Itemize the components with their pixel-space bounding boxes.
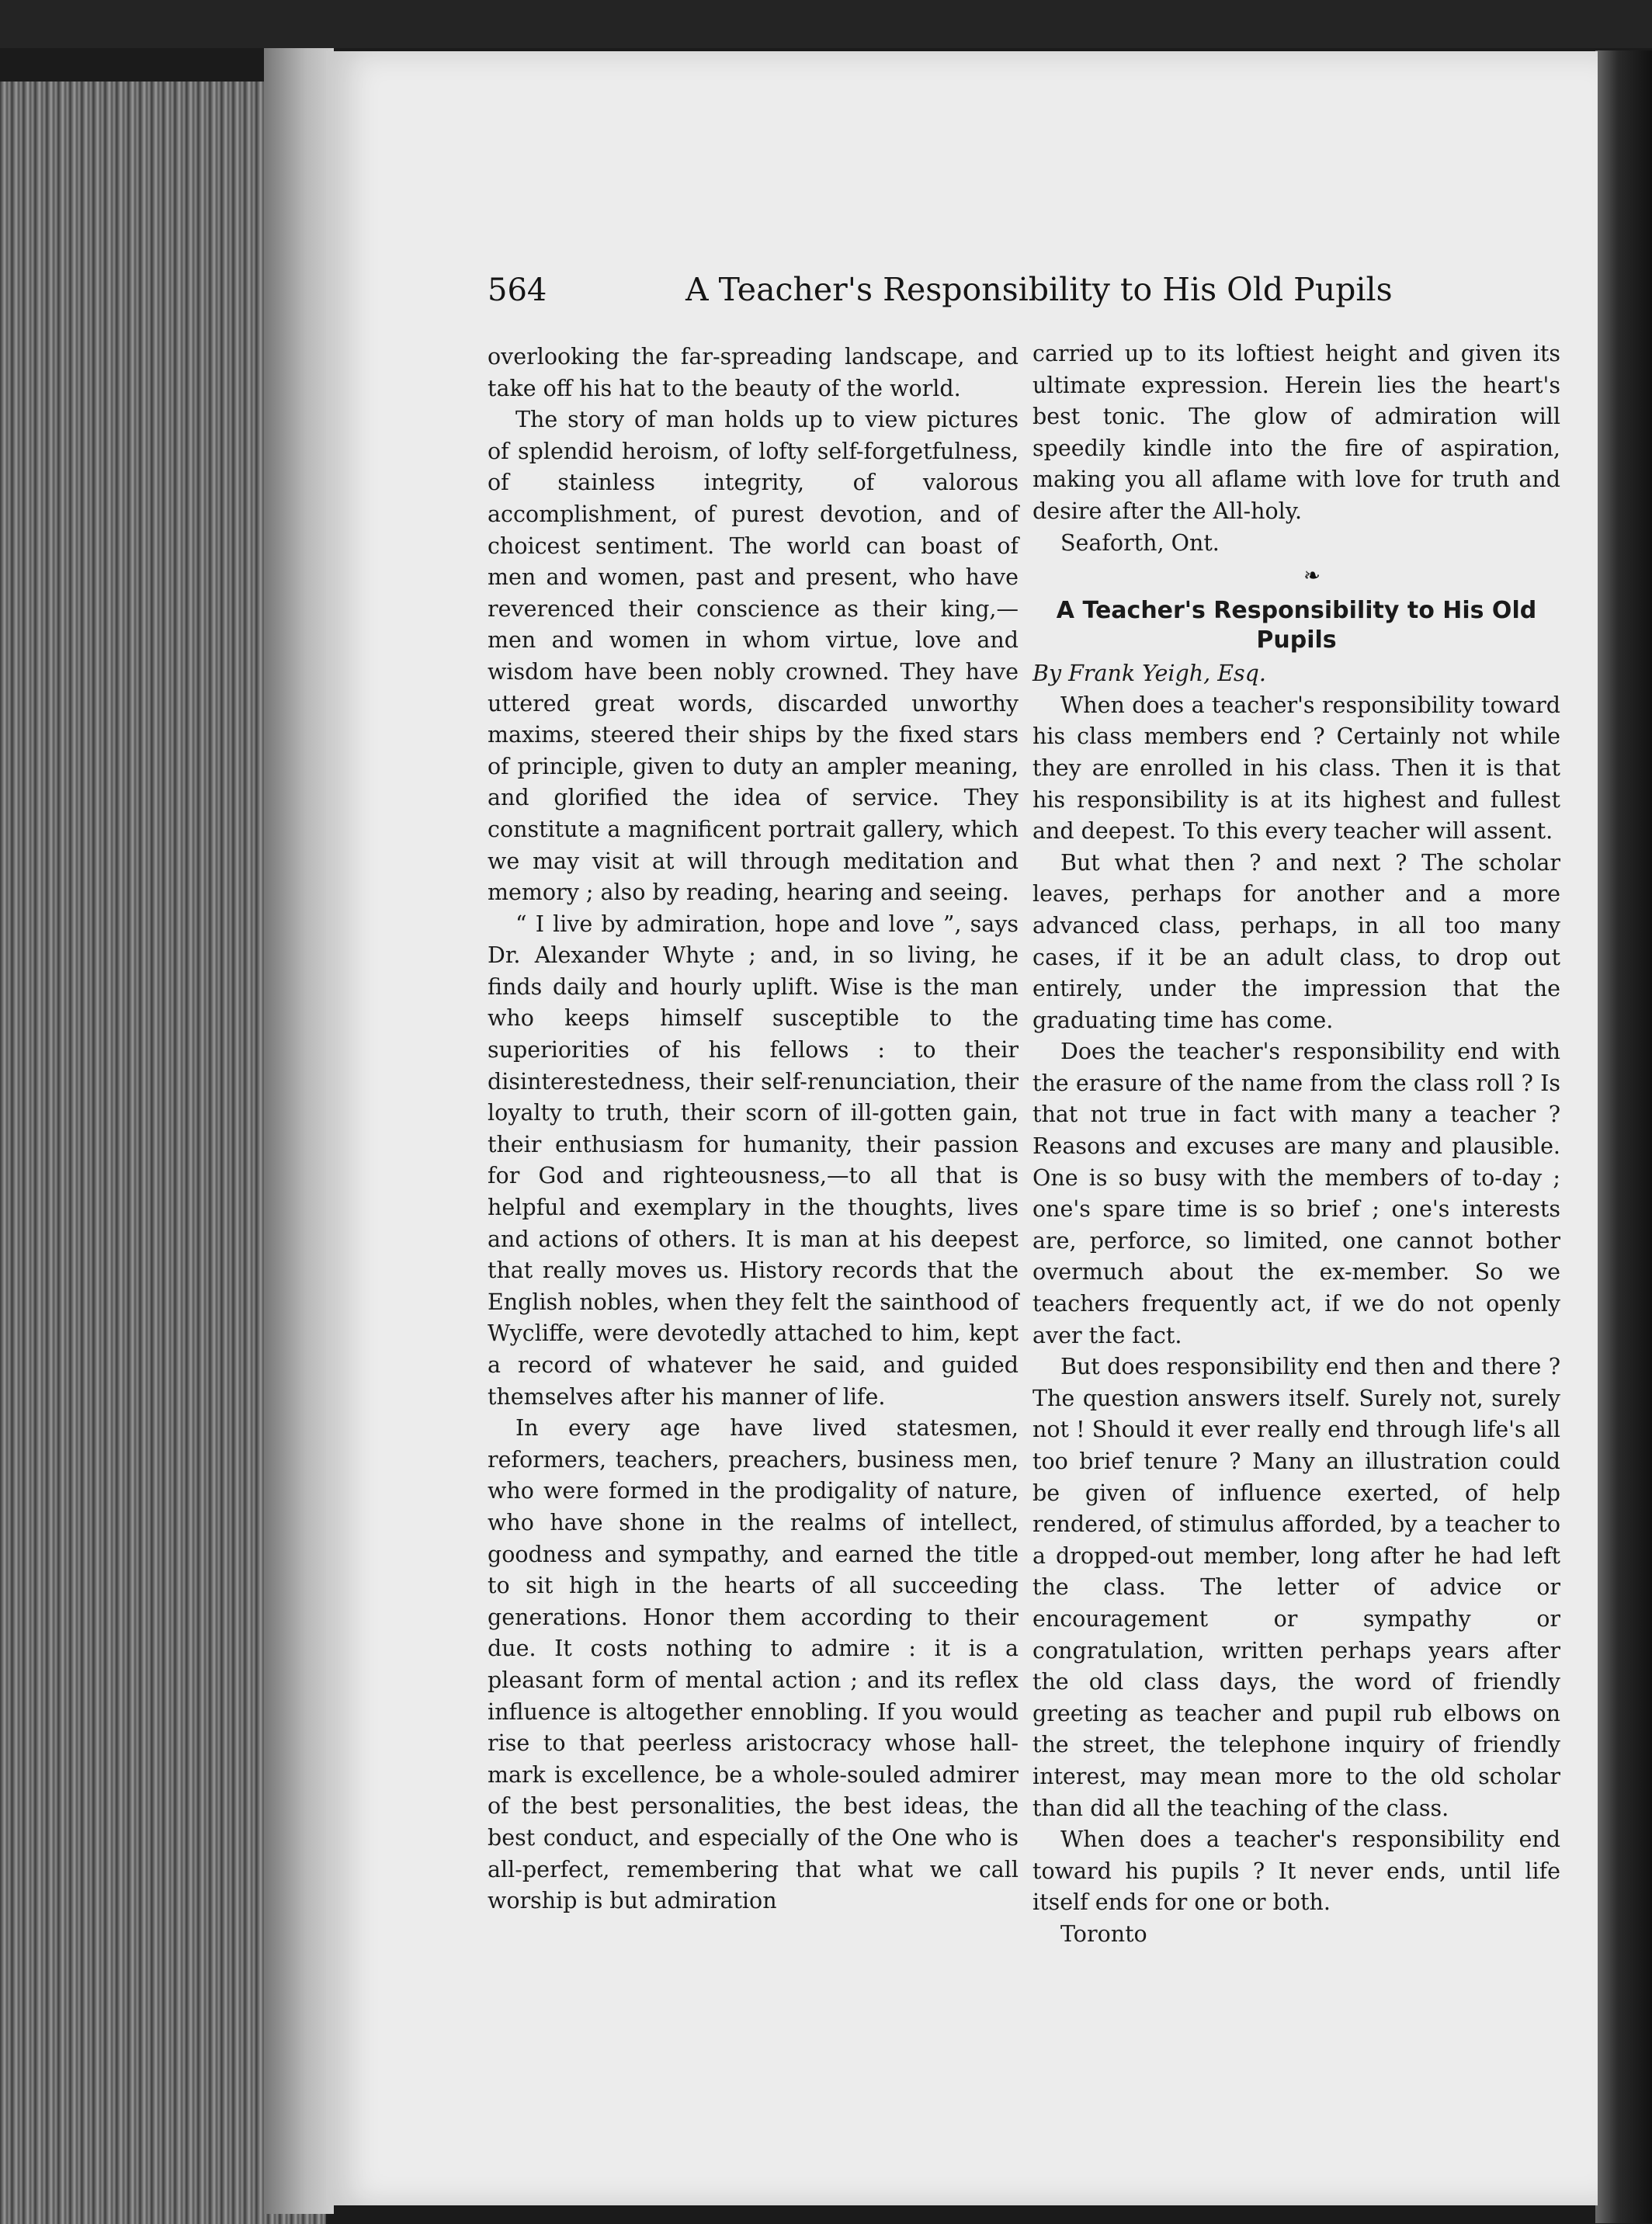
scan-border-right [1595, 50, 1652, 2223]
left-column [488, 342, 1019, 1917]
running-head [488, 271, 1393, 317]
paragraph: When does a teacher's responsibility toward his class members end ? Certainly not while they are enrolled in his class. Then it is that his responsibility is at its highest and fullest and deepest. To this every teacher will assent. [1032, 692, 1560, 845]
running-title: A Teacher's Responsibility to His Old Pupils [685, 271, 1393, 308]
paragraph: But what then ? and next ? The scholar leaves, perhaps for another and a more advanced class, perhaps, in all too many cases, if it be an adult class, to drop out entirely, under the impression that the graduating time has come. [1032, 849, 1560, 1033]
page-gutter-shadow [264, 48, 334, 2214]
page-number: 564 [488, 272, 547, 308]
paragraph: “ I live by admiration, hope and love ”, says Dr. Alexander Whyte ; and, in so living, he finds daily and hourly uplift. Wise is the man who keeps himself susceptible to the superiorities of his fellows : to their disinterestedness, their self-renunciation, their loyalty to truth, their scorn of ill-gotten gain, their enthusiasm for humanity, their passion for God and righteousness,—to all that is helpful and exemplary in the thoughts, lives and actions of others. It is man at his deepest that really moves us. History records that the English nobles, when they felt the sainthood of Wycliffe, were devotedly attached to him, kept a record of whatever he said, and guided themselves after his manner of life. [488, 911, 1019, 1410]
paragraph: But does responsibility end then and there ? The question answers itself. Surely not, surely not ! Should it ever really end through life's all too brief tenure ? Many an illustration could be given of influence exerted, of help rendered, of stimulus afforded, by a teacher to a dropped-out member, long after he had left the class. The letter of advice or encouragement or sympathy or congratulation, written perhaps years after the old class days, the word of friendly greeting as teacher and pupil rub elbows on the street, the telephone inquiry of friendly interest, may mean more to the old scholar than did all the teaching of the class. [1032, 1354, 1560, 1821]
right-column [1032, 338, 1560, 1951]
paragraph: In every age have lived statesmen, reformers, teachers, preachers, business men, who were formed in the prodigality of nature, who have shone in the realms of intellect, goodness and sympathy, and earned the title to sit high in the hearts of all succeeding generations. Honor them according to their due. It costs nothing to admire : it is a pleasant form of mental action ; and its reflex influence is altogether ennobling. If you would rise to that peerless aristocracy whose hall-mark is excellence, be a whole-souled admirer of the best personalities, the best ideas, the best conduct, and especially of the One who is all-perfect, remembering that what we call worship is but admiration [488, 1415, 1019, 1914]
paragraph: The story of man holds up to view pictures of splendid heroism, of lofty self-forgetfulness, of stainless integrity, of valorous accomplishment, of purest devotion, and of choicest sentiment. The world can boast of men and women, past and present, who have reverenced their conscience as their king,—men and women in whom virtue, love and wisdom have been nobly crowned. They have uttered great words, discarded unworthy maxims, steered their ships by the fixed stars of principle, given to duty an ampler meaning, and glorified the idea of service. They constitute a magnificent portrait gallery, which we may visit at will through meditation and memory ; also by reading, hearing and seeing. [488, 407, 1019, 906]
paragraph: overlooking the far-spreading landscape, and take off his hat to the beauty of the world. [488, 344, 1019, 401]
paragraph: When does a teacher's responsibility end toward his pupils ? It never ends, until life itself ends for one or both. [1032, 1827, 1560, 1916]
signoff-location: Toronto [1060, 1920, 1147, 1947]
byline: By Frank Yeigh, Esq. [1032, 661, 1266, 687]
paragraph: carried up to its loftiest height and given its ultimate expression. Herein lies the heart's best tonic. The glow of admiration will speedily kindle into the fire of aspiration, making you all aflame with love for truth and desire after the All-holy. [1032, 341, 1560, 524]
signoff-location: Seaforth, Ont. [1060, 529, 1220, 556]
ornament-icon: ❧ [1303, 564, 1321, 588]
paragraph: Does the teacher's responsibility end with the erasure of the name from the class roll ? Is that not true in fact with many a teacher ? Reasons and excuses are many and plausible. One is so busy with the members of to-day ; one's spare time is so brief ; one's interests are, perforce, so limited, one cannot bother overmuch about the ex-member. So we teachers frequently act, if we do not openly aver the fact. [1032, 1039, 1560, 1348]
scan-border-top [0, 0, 1652, 48]
article-title: A Teacher's Responsibility to His Old Pupils [1056, 597, 1537, 654]
